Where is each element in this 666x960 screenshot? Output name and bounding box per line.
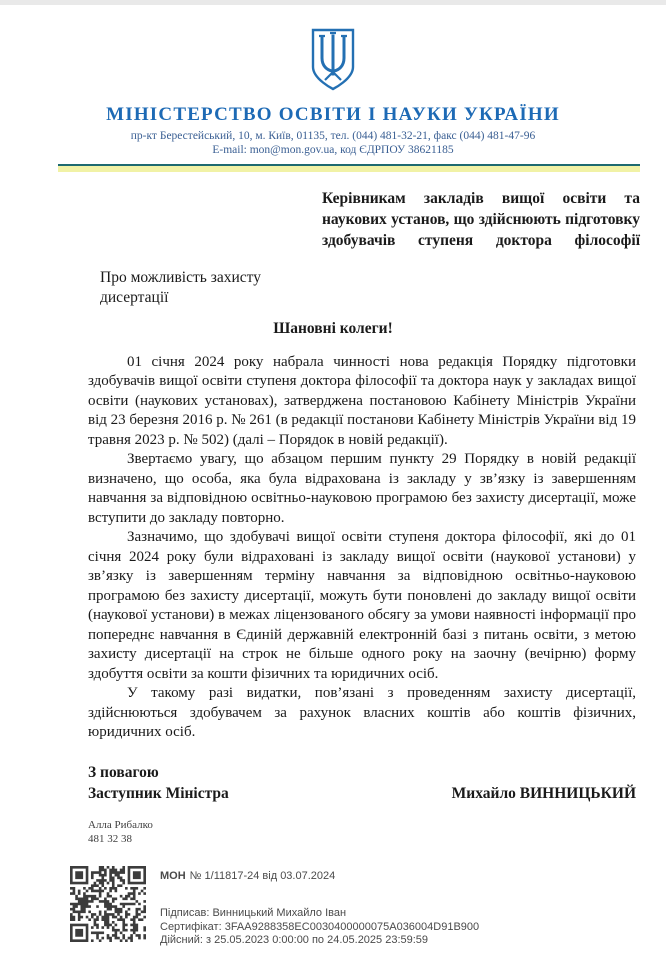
signer-name: Михайло ВИННИЦЬКИЙ xyxy=(451,784,636,802)
flag-divider xyxy=(58,164,640,172)
subject-line: Про можливість захисту дисертації xyxy=(100,268,261,306)
paragraph-3: Зазначимо, що здобувачі вищої освіти ступеня доктора філософії, які до 01 січня 2024 року були відраховані із закладу вищої освіти (наукової установи) у зв’язку із завершенням терміну навчання за відповідною освітньо-науковою програмою без захисту дисертації, можуть бути поновлені до закладу вищої освіти (наукової установи) в межах ліцензованого обсягу за умови наявності інформації про попереднє навчання в Єдиній державній електронній базі з питань освіти, з метою захисту дисертації на строк не більше одного року на заочну (вечірню) форму здобуття освіти за кошти фізичних та юридичних осіб. xyxy=(88,529,636,682)
executor-name: Алла Рибалко xyxy=(88,818,153,831)
letterhead-emblem xyxy=(0,27,666,98)
paragraph-4: У такому разі видатки, пов’язані з проведенням захисту дисертації, здійснюються здобувачем за рахунок власних коштів або коштів фізичних, юридичних осіб. xyxy=(88,685,636,740)
executor-phone: 481 32 38 xyxy=(88,832,132,845)
stamp-doc-number xyxy=(160,870,479,884)
paragraph-2: Звертаємо увагу, що абзацом першим пункту 29 Порядку в новій редакції визначено, що особа, яка була відрахована із закладу у зв’язку із завершенням навчання за відповідною освітньо-науковою програмою без захисту дисертації, може вступити до закладу повторно. xyxy=(88,451,636,526)
stamp-number: № 1/11817-24 від 03.07.2024 xyxy=(189,869,336,882)
qr-code xyxy=(70,866,146,947)
ministry-address: пр-кт Берестейський, 10, м. Київ, 01135, тел. (044) 481-32-21, факс (044) 481-47-96 xyxy=(130,130,536,142)
scan-edge-strip xyxy=(0,0,666,5)
stamp-validity: Дійсний: з 25.05.2023 0:00:00 по 24.05.2025 23:59:59 xyxy=(160,934,429,946)
signature-closing: З повагою xyxy=(88,763,159,781)
executor-block xyxy=(88,818,636,846)
stamp-certificate: Сертифікат: 3FAA9288358EC0030400000075A036004D91B900 xyxy=(160,920,480,933)
letter-body xyxy=(88,353,636,743)
ministry-title: МІНІСТЕРСТВО ОСВІТИ І НАУКИ УКРАЇНИ xyxy=(106,104,560,125)
salutation: Шановні колеги! xyxy=(273,319,393,337)
stamp-signed-by: Підписав: Винницький Михайло Іван xyxy=(160,907,347,919)
signature-row xyxy=(88,784,636,804)
ministry-email: E-mail: mon@mon.gov.ua, код ЄДРПОУ 38621185 xyxy=(212,143,454,156)
paragraph-1: 01 січня 2024 року набрала чинності нова редакція Порядку підготовки здобувачів вищої освіти ступеня доктора філософії та доктора наук у закладах вищої освіти (наукових установах), затверджена постановою Кабінету Міністрів України від 23 березня 2016 р. № 261 (в редакції постанови Кабінету Міністрів України від 19 травня 2023 р. № 502) (далі – Порядок в новій редакції). xyxy=(88,353,636,448)
stamp-org: МОН xyxy=(160,869,186,882)
recipient-block: Керівникам закладів вищої освіти та наукових установ, що здійснюють підготовку здобувачів ступеня доктора філософії xyxy=(322,189,640,249)
ukraine-tryzub-icon xyxy=(307,27,359,98)
signer-position: Заступник Міністра xyxy=(88,784,229,802)
esignature-stamp xyxy=(70,866,636,948)
stamp-text xyxy=(160,866,479,948)
